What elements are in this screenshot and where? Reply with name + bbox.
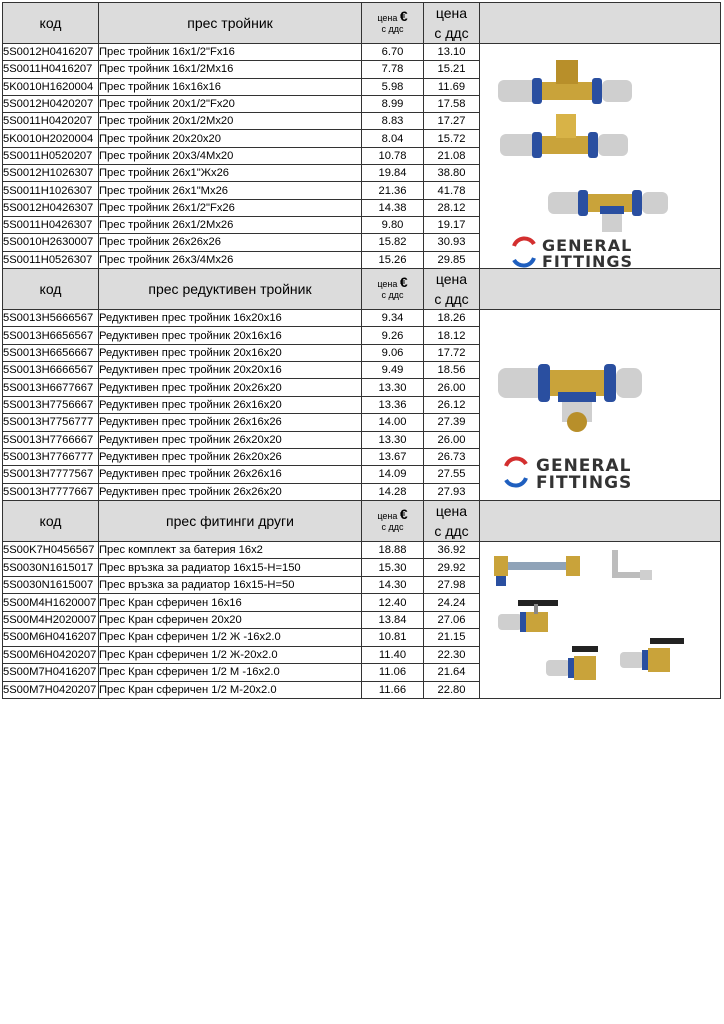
- row-price-vat: 30.93: [424, 234, 480, 251]
- row-price: 13.36: [362, 396, 424, 413]
- row-price: 5.98: [362, 78, 424, 95]
- row-price: 13.30: [362, 431, 424, 448]
- row-code: 5S0012H1026307: [3, 165, 99, 182]
- row-code: 5S0011H0426307: [3, 216, 99, 233]
- row-code: 5S00K7H0456567: [3, 542, 99, 559]
- row-code: 5S0011H0526307: [3, 251, 99, 268]
- product-image-cell: [480, 44, 721, 269]
- row-price: 10.78: [362, 147, 424, 164]
- row-price: 14.09: [362, 466, 424, 483]
- row-name: Прес Кран сферичен 1/2 Ж -16x2.0: [99, 629, 362, 646]
- row-price-vat: 26.00: [424, 431, 480, 448]
- valves-illustration: [480, 542, 720, 698]
- row-name: Прес тройник 20x20x20: [99, 130, 362, 147]
- row-price: 7.78: [362, 61, 424, 78]
- row-price: 9.26: [362, 327, 424, 344]
- row-code: 5S0013H6666567: [3, 362, 99, 379]
- reducing-tee-image: [498, 364, 642, 432]
- row-price: 9.80: [362, 216, 424, 233]
- press-tee-equal-image: [548, 190, 668, 232]
- row-price: 14.38: [362, 199, 424, 216]
- row-name: Прес Кран сферичен 1/2 M-20x2.0: [99, 681, 362, 699]
- row-price-vat: 26.73: [424, 448, 480, 465]
- row-code: 5S0012H0420207: [3, 95, 99, 112]
- section-header: [3, 501, 721, 542]
- row-price-vat: 15.21: [424, 61, 480, 78]
- row-name: Прес Кран сферичен 1/2 M -16x2.0: [99, 664, 362, 681]
- row-name: Прес тройник 20x1/2"Fx20: [99, 95, 362, 112]
- row-price: 13.67: [362, 448, 424, 465]
- code-header: код: [3, 3, 99, 44]
- row-code: 5S0013H7777567: [3, 466, 99, 483]
- ball-valve-image: [546, 646, 598, 680]
- row-price-vat: 21.64: [424, 664, 480, 681]
- row-name: Прес Кран сферичен 16x16: [99, 594, 362, 611]
- row-price-vat: 18.12: [424, 327, 480, 344]
- row-code: 5S0011H0416207: [3, 61, 99, 78]
- row-name: Редуктивен прес тройник 26x16x20: [99, 396, 362, 413]
- row-code: 5S0013H5666567: [3, 310, 99, 327]
- row-code: 5S0013H6656667: [3, 344, 99, 361]
- logo-mark-icon: [514, 238, 534, 265]
- price-table: [2, 2, 721, 699]
- row-price-vat: 29.92: [424, 559, 480, 576]
- row-price-vat: 27.55: [424, 466, 480, 483]
- row-name: Прес Кран сферичен 1/2 Ж-20x2.0: [99, 646, 362, 663]
- row-price: 12.40: [362, 594, 424, 611]
- section-title: прес редуктивен тройник: [99, 269, 362, 310]
- row-name: Прес тройник 26x1/2Mx26: [99, 216, 362, 233]
- row-price: 13.30: [362, 379, 424, 396]
- row-price-vat: 21.08: [424, 147, 480, 164]
- row-price-vat: 38.80: [424, 165, 480, 182]
- row-name: Прес тройник 16x1/2"Fx16: [99, 44, 362, 61]
- row-name: Редуктивен прес тройник 26x20x20: [99, 431, 362, 448]
- product-image-cell: [480, 310, 721, 501]
- price-header: цена € с ддс: [362, 3, 424, 44]
- row-price-vat: 27.06: [424, 611, 480, 628]
- price-header: цена € с ддс: [362, 269, 424, 310]
- row-name: Прес Кран сферичен 20x20: [99, 611, 362, 628]
- row-price-vat: 19.17: [424, 216, 480, 233]
- header-blank: [480, 3, 721, 44]
- row-price-vat: 13.10: [424, 44, 480, 61]
- row-code: 5S0013H6677667: [3, 379, 99, 396]
- row-price: 21.36: [362, 182, 424, 199]
- row-code: 5S0011H0520207: [3, 147, 99, 164]
- row-name: Прес тройник 26x26x26: [99, 234, 362, 251]
- row-code: 5S00M6H0416207: [3, 629, 99, 646]
- row-price-vat: 41.78: [424, 182, 480, 199]
- row-price-vat: 27.39: [424, 414, 480, 431]
- row-code: 5S0030N1615017: [3, 559, 99, 576]
- row-price: 6.70: [362, 44, 424, 61]
- row-price: 9.06: [362, 344, 424, 361]
- table-row: [3, 44, 721, 61]
- row-name: Редуктивен прес тройник 20x26x20: [99, 379, 362, 396]
- row-name: Прес тройник 26x3/4Mx26: [99, 251, 362, 268]
- row-price-vat: 15.72: [424, 130, 480, 147]
- press-tee-female-image: [500, 114, 628, 158]
- row-price: 19.84: [362, 165, 424, 182]
- row-price: 14.30: [362, 576, 424, 593]
- row-name: Редуктивен прес тройник 26x26x16: [99, 466, 362, 483]
- row-price: 11.66: [362, 681, 424, 699]
- row-name: Редуктивен прес тройник 20x16x20: [99, 344, 362, 361]
- row-code: 5S0013H7766667: [3, 431, 99, 448]
- row-code: 5S00M6H0420207: [3, 646, 99, 663]
- section-other-fittings: [3, 501, 721, 699]
- radiator-connection-image: [612, 550, 652, 580]
- row-code: 5S0013H7756777: [3, 414, 99, 431]
- row-price: 14.00: [362, 414, 424, 431]
- row-price-vat: 27.98: [424, 576, 480, 593]
- row-name: Прес тройник 26x1"Жx26: [99, 165, 362, 182]
- row-price-vat: 17.72: [424, 344, 480, 361]
- row-code: 5S0013H7756667: [3, 396, 99, 413]
- code-header: код: [3, 501, 99, 542]
- row-code: 5K0010H2020004: [3, 130, 99, 147]
- row-price: 14.28: [362, 483, 424, 500]
- row-price: 9.34: [362, 310, 424, 327]
- row-name: Прес тройник 26x1/2"Fx26: [99, 199, 362, 216]
- table-row: [3, 310, 721, 327]
- row-code: 5S0013H7766777: [3, 448, 99, 465]
- row-name: Прес връзка за радиатор 16x15-H=50: [99, 576, 362, 593]
- section-title: прес тройник: [99, 3, 362, 44]
- section-title: прес фитинги други: [99, 501, 362, 542]
- row-name: Редуктивен прес тройник 20x20x16: [99, 362, 362, 379]
- row-name: Прес връзка за радиатор 16x15-H=150: [99, 559, 362, 576]
- row-price-vat: 22.30: [424, 646, 480, 663]
- general-fittings-logo: GENERAL FITTINGS: [542, 236, 634, 269]
- row-price: 13.84: [362, 611, 424, 628]
- battery-set-image: [494, 556, 580, 586]
- general-fittings-logo: GENERAL FITTINGS: [536, 456, 633, 493]
- section-header: [3, 3, 721, 44]
- row-price-vat: 18.56: [424, 362, 480, 379]
- header-blank: [480, 501, 721, 542]
- row-price: 15.26: [362, 251, 424, 268]
- row-code: 5S0011H0420207: [3, 113, 99, 130]
- ball-valve-image: [620, 638, 684, 672]
- row-price: 10.81: [362, 629, 424, 646]
- row-name: Редуктивен прес тройник 26x16x26: [99, 414, 362, 431]
- row-name: Редуктивен прес тройник 26x26x20: [99, 483, 362, 500]
- row-price-vat: 22.80: [424, 681, 480, 699]
- press-tee-image: [498, 60, 632, 104]
- row-price: 8.99: [362, 95, 424, 112]
- row-code: 5S0030N1615007: [3, 576, 99, 593]
- price-header: цена € с ддс: [362, 501, 424, 542]
- row-name: Прес комплект за батерия 16x2: [99, 542, 362, 559]
- price-list-sheet: [2, 2, 720, 699]
- row-price-vat: 26.00: [424, 379, 480, 396]
- row-price-vat: 28.12: [424, 199, 480, 216]
- row-price: 8.83: [362, 113, 424, 130]
- row-price: 9.49: [362, 362, 424, 379]
- row-price-vat: 26.12: [424, 396, 480, 413]
- row-code: 5S0010H2630007: [3, 234, 99, 251]
- header-blank: [480, 269, 721, 310]
- row-code: 5S00M7H0420207: [3, 681, 99, 699]
- row-price: 11.40: [362, 646, 424, 663]
- row-name: Прес тройник 26x1"Mx26: [99, 182, 362, 199]
- row-name: Редуктивен прес тройник 16x20x16: [99, 310, 362, 327]
- row-price-vat: 21.15: [424, 629, 480, 646]
- row-code: 5S00M4H2020007: [3, 611, 99, 628]
- row-code: 5S00M4H1620007: [3, 594, 99, 611]
- row-code: 5S0012H0416207: [3, 44, 99, 61]
- row-code: 5S0013H6656567: [3, 327, 99, 344]
- code-header: код: [3, 269, 99, 310]
- row-price: 11.06: [362, 664, 424, 681]
- ball-valve-image: [498, 600, 558, 632]
- row-price-vat: 11.69: [424, 78, 480, 95]
- row-price: 8.04: [362, 130, 424, 147]
- product-image-cell: [480, 542, 721, 699]
- row-price: 15.30: [362, 559, 424, 576]
- row-name: Прес тройник 20x3/4Mx20: [99, 147, 362, 164]
- row-price-vat: 27.93: [424, 483, 480, 500]
- row-name: Редуктивен прес тройник 20x16x16: [99, 327, 362, 344]
- table-row: [3, 542, 721, 559]
- row-price-vat: 36.92: [424, 542, 480, 559]
- price-vat-header: цена с ддс: [424, 501, 480, 542]
- row-code: 5S00M7H0416207: [3, 664, 99, 681]
- row-price-vat: 24.24: [424, 594, 480, 611]
- row-price-vat: 29.85: [424, 251, 480, 268]
- price-vat-header: цена с ддс: [424, 3, 480, 44]
- tee-fittings-illustration: [480, 44, 720, 268]
- logo-mark-icon: [506, 458, 526, 485]
- section-header: [3, 269, 721, 310]
- row-code: 5K0010H1620004: [3, 78, 99, 95]
- row-code: 5S0012H0426307: [3, 199, 99, 216]
- row-name: Редуктивен прес тройник 26x20x26: [99, 448, 362, 465]
- row-price: 15.82: [362, 234, 424, 251]
- row-name: Прес тройник 16x16x16: [99, 78, 362, 95]
- row-name: Прес тройник 20x1/2Mx20: [99, 113, 362, 130]
- section-press-tee: [3, 3, 721, 269]
- price-vat-header: цена с ддс: [424, 269, 480, 310]
- row-code: 5S0011H1026307: [3, 182, 99, 199]
- row-price-vat: 17.27: [424, 113, 480, 130]
- row-code: 5S0013H7777667: [3, 483, 99, 500]
- row-price-vat: 17.58: [424, 95, 480, 112]
- row-price-vat: 18.26: [424, 310, 480, 327]
- section-reducing-tee: [3, 269, 721, 501]
- row-price: 18.88: [362, 542, 424, 559]
- row-name: Прес тройник 16x1/2Mx16: [99, 61, 362, 78]
